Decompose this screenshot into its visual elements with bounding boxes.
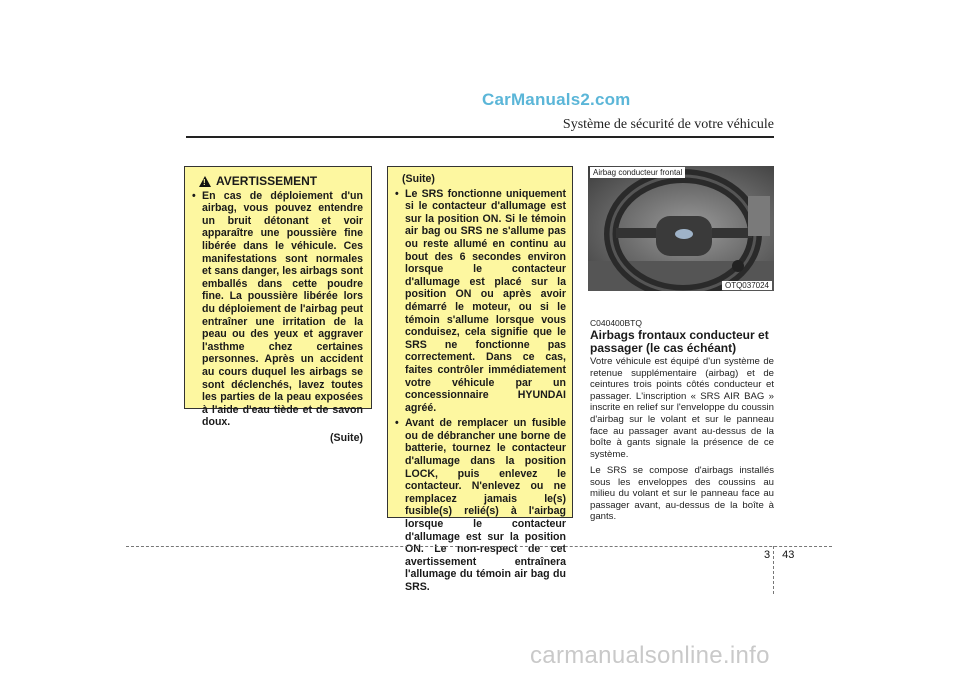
figure-code: OTQ037024 [722, 281, 772, 290]
watermark-bottom: carmanualsonline.info [530, 642, 770, 669]
page-chapter: 3 [764, 549, 771, 561]
article-paragraph-1: Votre véhicule est équipé d'un système de retenue supplémentaire (airbag) et de ceintures trois points côtés conducteur et passager. L'inscription « SRS AIR BAG » inscrite en relief sur l'enveloppe du coussin d'airbag sur le volant et sur le panneau face au passager avant au-dessus de la boîte à gants signale la présence de ce système. [590, 356, 774, 460]
continuation-bullet-fuse: • Avant de remplacer un fusible ou de débrancher une borne de batterie, tournez le contacteur d'allumage dans la position LOCK, puis enlevez le contacteur. N'enlevez ou ne remplacez jamais le(s) fusible(s) relié(s) à l'airbag lorsque le contacteur d'allumage est sur la position ON. Le non-respect de cet avertissement entraînera l'allumage du témoin air bag du SRS. [394, 417, 566, 593]
warning-heading [199, 175, 363, 188]
warning-box [184, 166, 372, 444]
suite-end-label: (Suite) [330, 431, 363, 444]
continuation-box [387, 166, 573, 593]
article-paragraph-2: Le SRS se compose d'airbags installés sous les enveloppes des coussins au milieu du volant et sur le panneau face au passager avant, au-dessus de la boîte à gants. [590, 465, 774, 523]
warning-list [191, 190, 363, 429]
continuation-list [394, 188, 566, 594]
warning-triangle-icon [199, 176, 211, 187]
page-number [764, 549, 794, 561]
warning-bullet: • En cas de déploiement d'un airbag, vous pouvez entendre un bruit détonant et voir apparaître une poussière fine libérée dans le véhicule. Ces manifestations sont normales et sans danger, les airbags sont emballés dans cette poudre fine. La poussière libérée lors du déploiement de l'airbag peut entraîner une irritation de la peau ou des yeux et aggraver l'asthme chez certaines personnes. Après un accident au cours duquel les airbags se sont déclenchés, lavez toutes les parties de la peau exposées à l'aide d'eau tiède et de savon doux. [191, 190, 363, 429]
warning-title: AVERTISSEMENT [216, 174, 318, 188]
steering-wheel-illustration [588, 166, 774, 291]
continuation-bullet-srs: • Le SRS fonctionne uniquement si le contacteur d'allumage est sur la position ON. Si le témoin air bag ou SRS ne s'allume pas ou reste allumé en continu au bout des 6 secondes environ lorsque le contacteur d'allumage est placé sur la position ON ou après avoir démarré le moteur, ou si le témoin s'allume lorsque vous conduisez, cela signifie que le SRS ne fonctionne pas correctement. Dans ce cas, faites contrôler immédiatement votre véhicule par un concessionnaire HYUNDAI agréé. [394, 188, 566, 415]
section-title: Système de sécurité de votre véhicule [562, 117, 774, 132]
page-num: 43 [782, 549, 795, 561]
watermark-top: CarManuals2.com [482, 90, 631, 109]
header-rule [186, 136, 774, 138]
steering-wheel-photo [588, 166, 774, 291]
article-ref: C040400BTQ [590, 318, 642, 328]
article-heading: Airbags frontaux conducteur et passager (le cas échéant) [590, 328, 769, 355]
figure-caption: Airbag conducteur frontal [590, 167, 685, 178]
suite-start-label: (Suite) [402, 173, 435, 185]
footer-rule [126, 546, 832, 547]
